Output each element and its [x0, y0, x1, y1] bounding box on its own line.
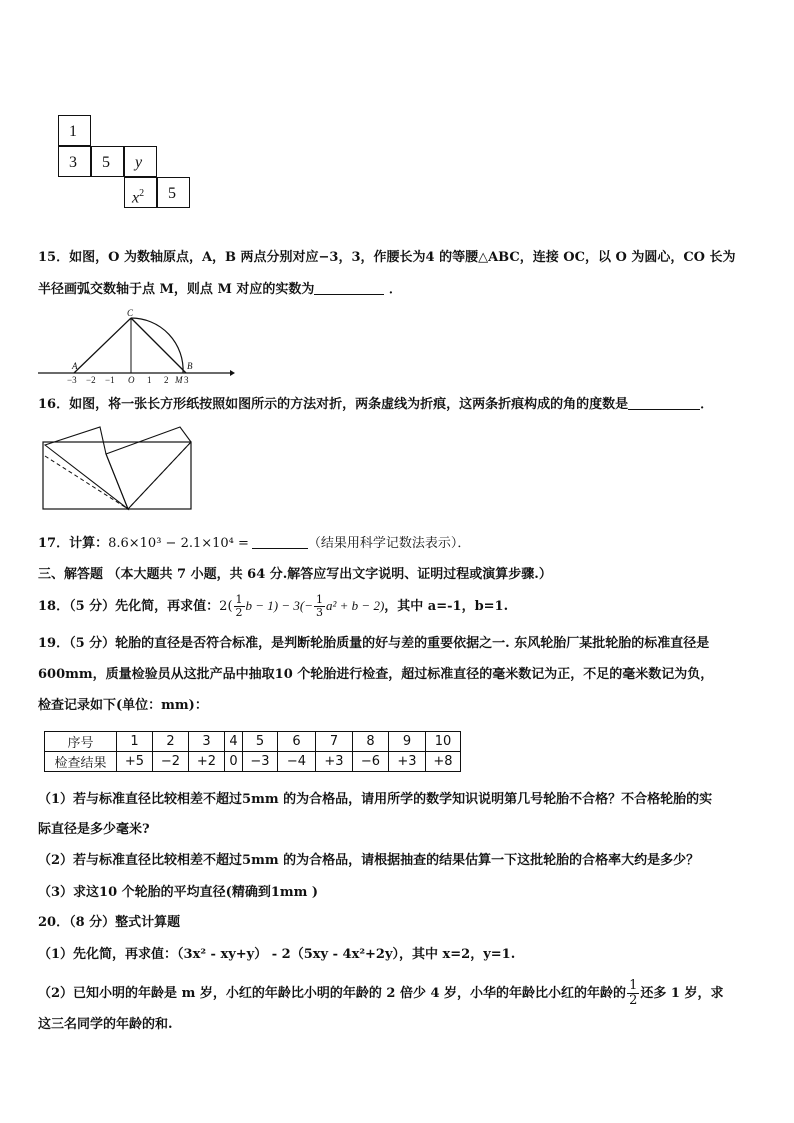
table-cell: +3 — [389, 752, 426, 772]
table-cell: 10 — [426, 732, 461, 752]
q18-post: ，其中 a=-1，b=1. — [384, 599, 509, 614]
section-3-heading: 三、解答题 （本大题共 7 小题，共 64 分.解答应写出文字说明、证明过程或演算步骤.） — [38, 567, 552, 582]
table-row-index — [45, 732, 461, 752]
q16-folding-figure — [40, 425, 196, 515]
q19-line1: 19．（5 分）轮胎的直径是否符合标准，是判断轮胎质量的好与差的重要依据之一. 东风轮胎厂某批轮胎的标准直径是 — [38, 636, 710, 651]
q17-answer-blank — [252, 534, 308, 549]
q16-text-pre: 16．如图，将一张长方形纸按照如图所示的方法对折，两条虚线为折痕，这两条折痕构成的角的度数是 — [38, 397, 629, 412]
q19-part1-line2: 际直径是多少毫米? — [38, 822, 150, 837]
net-cell-5 — [124, 177, 157, 208]
tick-label-M: M — [175, 375, 183, 385]
tick-label-3: 3 — [184, 375, 189, 385]
q17-post: （结果用科学记数法表示）． — [307, 536, 471, 551]
table-cell: 0 — [225, 752, 243, 772]
q15-line1: 15．如图，O 为数轴原点，A，B 两点分别对应−3，3，作腰长为4 的等腰△ABC，连接 OC，以 O 为圆心，CO 长为 — [38, 250, 736, 265]
q18-text — [38, 592, 508, 621]
table-cell: 2 — [153, 732, 189, 752]
table-cell: −2 — [153, 752, 189, 772]
frac-num: 1 — [235, 593, 243, 606]
q17-pre: 17．计算： — [38, 536, 109, 551]
q18-expr-part1: 2( — [219, 599, 233, 614]
net-cell-5-base: x — [132, 189, 140, 207]
table-cell: 7 — [316, 732, 353, 752]
table-cell: −6 — [353, 752, 389, 772]
table-cell: +5 — [117, 752, 153, 772]
fold-crease-left — [45, 456, 128, 509]
q16-text-post: ． — [700, 397, 714, 412]
left-folded-flap — [45, 427, 128, 509]
q17-text — [38, 534, 470, 554]
label-C: C — [127, 308, 134, 318]
q19-part3: （3）求这10 个轮胎的平均直径(精确到1mm ) — [38, 885, 319, 900]
tick-label-neg2: −2 — [86, 375, 96, 385]
q20-title: 20．（8 分）整式计算题 — [38, 915, 181, 930]
table-cell: +3 — [316, 752, 353, 772]
frac-num: 1 — [316, 593, 323, 606]
q20-part2-line1 — [38, 979, 723, 1009]
q15-number-line-figure — [36, 308, 236, 388]
q15-answer-blank — [314, 280, 384, 295]
tick-label-2: 2 — [164, 375, 169, 385]
tick-label-neg3: −3 — [67, 375, 77, 385]
q20-fraction-half — [627, 979, 639, 1008]
table-cell: 4 — [225, 732, 243, 752]
q18-fraction-half — [234, 594, 245, 619]
table-head-index: 序号 — [45, 732, 117, 752]
table-cell: 1 — [117, 732, 153, 752]
axis-arrow-icon — [230, 370, 235, 376]
tick-label-neg1: −1 — [105, 375, 115, 385]
table-cell: 3 — [189, 732, 225, 752]
net-cell-3: 5 — [91, 146, 124, 177]
q15-line2-post: ． — [388, 282, 402, 297]
q16-text — [38, 395, 713, 415]
net-cell-1: 1 — [58, 115, 91, 146]
label-B: B — [187, 361, 193, 371]
q19-inspection-table — [44, 731, 461, 772]
frac-den: 3 — [316, 606, 323, 619]
q18-expr-part3: a² + b − 2) — [326, 598, 385, 613]
net-cell-2: 3 — [58, 146, 91, 177]
q20-part2-post: 还多 1 岁，求 — [640, 986, 724, 1001]
q19-part1-line1: （1）若与标准直径比较相差不超过5mm 的为合格品，请用所学的数学知识说明第几号轮胎不合格？不合格轮胎的实 — [38, 792, 713, 807]
q18-expr-part2: b − 1) − 3(− — [245, 598, 313, 613]
q18-fraction-third — [314, 594, 325, 619]
q19-part2: （2）若与标准直径比较相差不超过5mm 的为合格品，请根据抽查的结果估算一下这批轮胎的合格率大约是多少？ — [38, 853, 700, 868]
paper-rectangle — [43, 442, 191, 509]
table-cell: −4 — [278, 752, 316, 772]
q18-pre: 18．（5 分）先化简，再求值： — [38, 599, 220, 614]
net-cell-6: 5 — [157, 177, 190, 208]
net-cell-5-exp: 2 — [139, 188, 145, 199]
q15-line2 — [38, 280, 402, 300]
q19-line3: 检查记录如下(单位：mm)： — [38, 698, 208, 713]
table-cell: +2 — [189, 752, 225, 772]
tick-label-1: 1 — [147, 375, 152, 385]
table-head-results: 检查结果 — [45, 752, 117, 772]
table-cell: +8 — [426, 752, 461, 772]
frac-num: 1 — [629, 978, 638, 993]
table-cell: 9 — [389, 732, 426, 752]
net-cell-4: y — [124, 146, 157, 177]
table-cell: 6 — [278, 732, 316, 752]
segment-AC — [74, 318, 131, 373]
label-A: A — [72, 361, 78, 371]
tick-label-O: O — [128, 375, 135, 385]
q19-line2: 600mm，质量检验员从这批产品中抽取10 个轮胎进行检查，超过标准直径的毫米数记为正，不足的毫米数记为负， — [38, 667, 714, 682]
table-cell: 8 — [353, 732, 389, 752]
table-cell: 5 — [243, 732, 278, 752]
q15-line2-pre: 半径画弧交数轴于点 M，则点 M 对应的实数为 — [38, 282, 315, 297]
q20-part2-line2: 这三名同学的年龄的和. — [38, 1017, 173, 1032]
q17-expression: 8.6×10³ − 2.1×10⁴ = — [108, 536, 249, 551]
q20-part2-pre: （2）已知小明的年龄是 m 岁，小红的年龄比小明的年龄的 2 倍少 4 岁，小华的年龄比小红的年龄的 — [38, 986, 627, 1001]
right-folded-flap — [106, 427, 191, 509]
frac-den: 2 — [629, 993, 638, 1008]
table-row-results — [45, 752, 461, 772]
frac-den: 2 — [235, 606, 243, 619]
q20-part1: （1）先化简，再求值：（3x² - xy+y） - 2（5xy - 4x²+2y），其中 x=2，y=1. — [38, 947, 516, 962]
q16-answer-blank — [628, 395, 700, 410]
table-cell: −3 — [243, 752, 278, 772]
